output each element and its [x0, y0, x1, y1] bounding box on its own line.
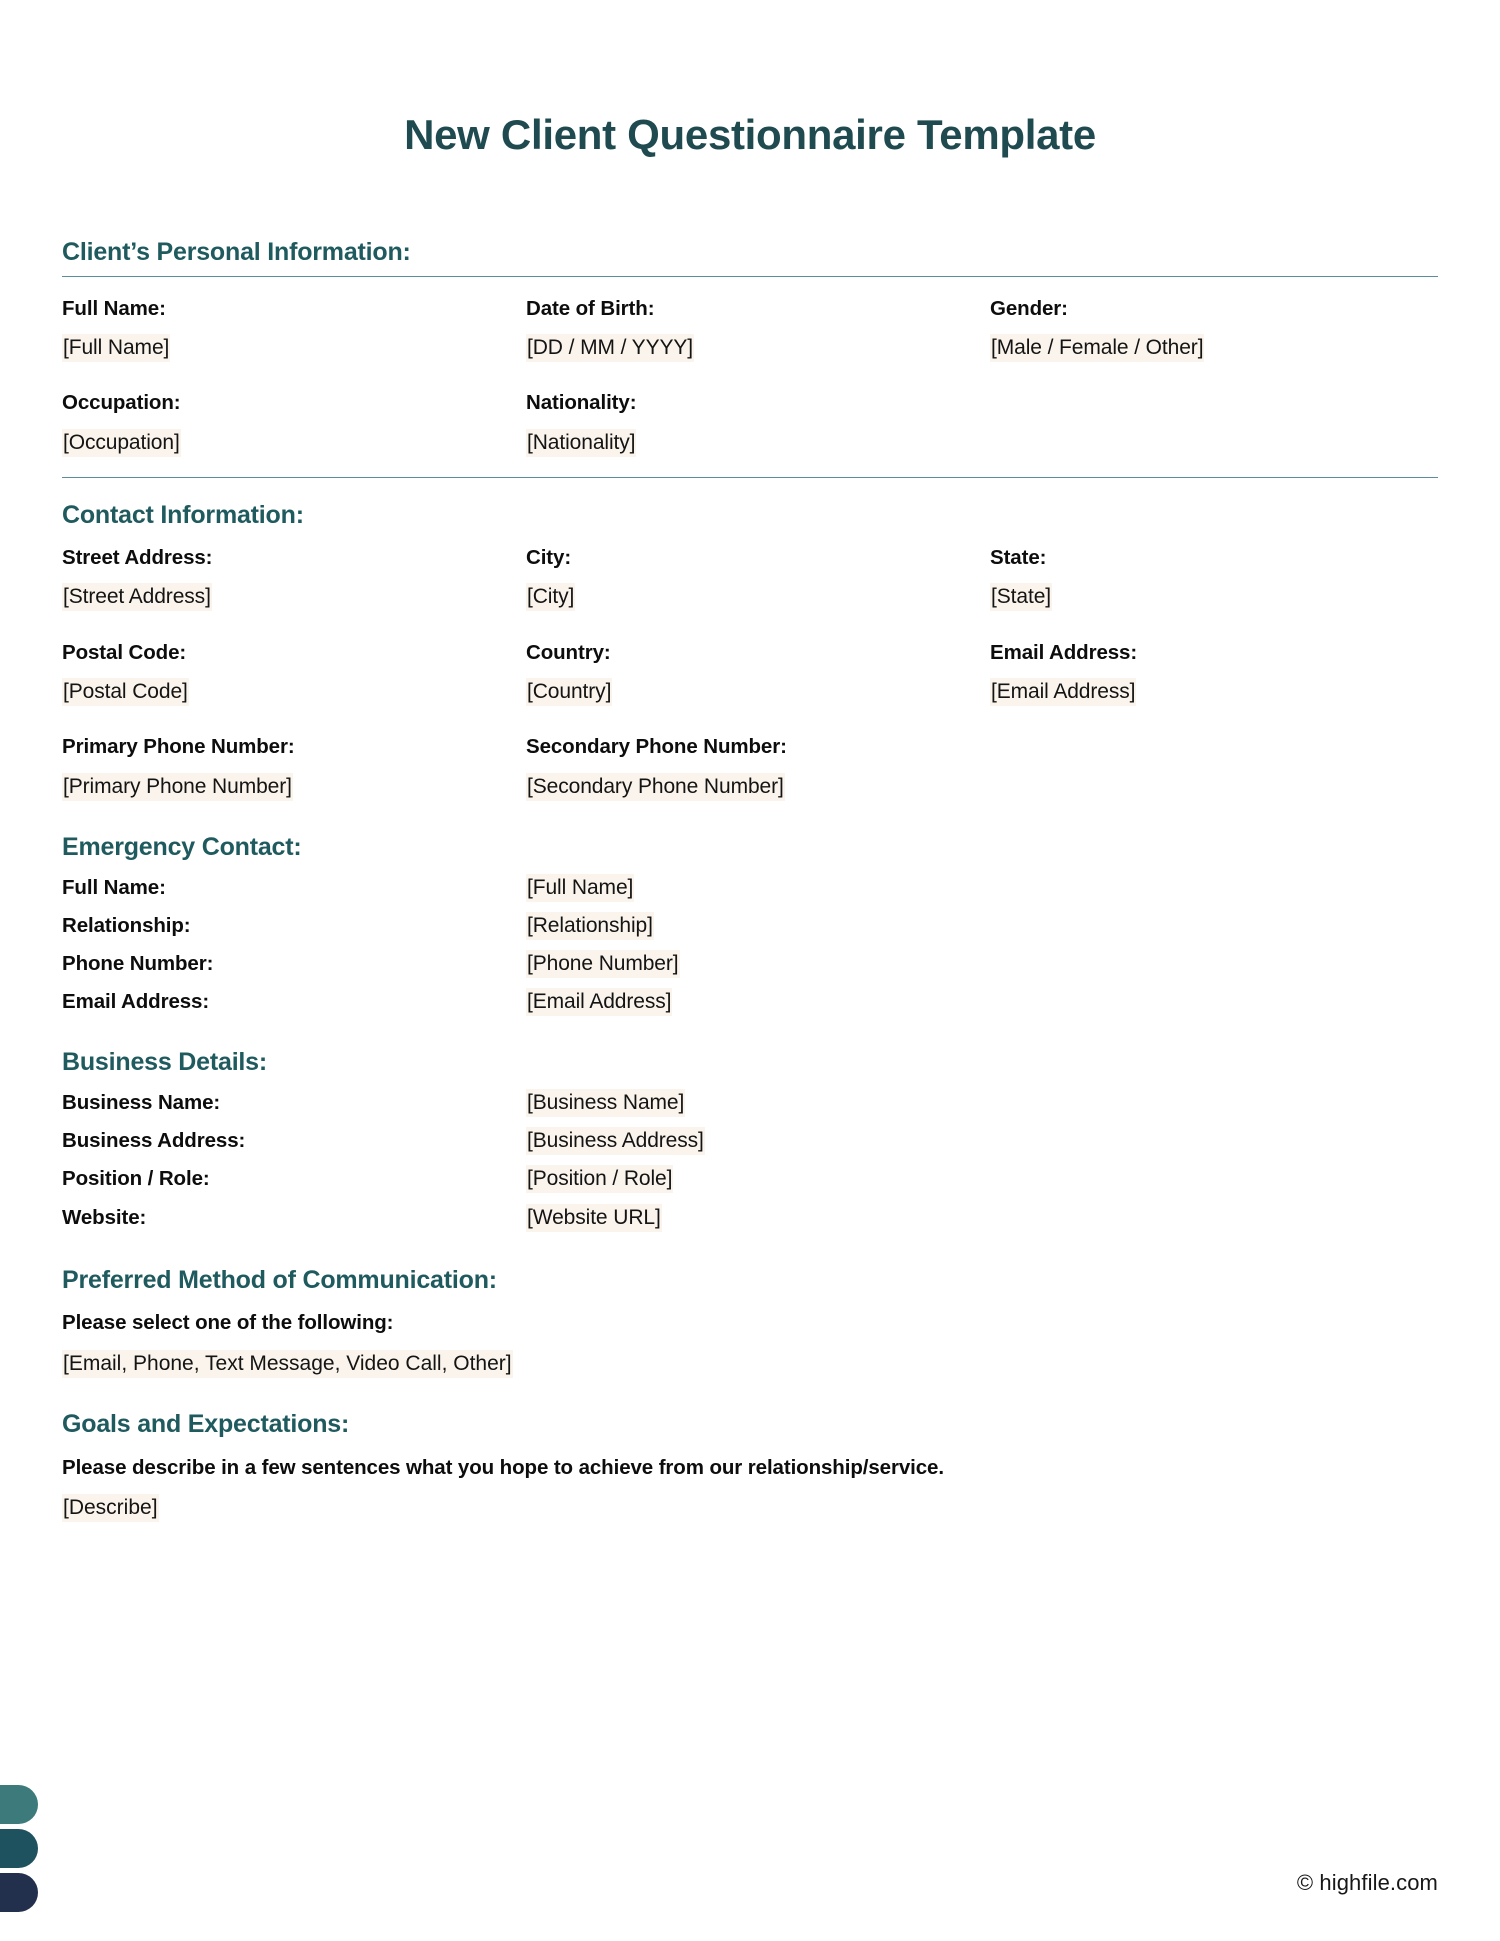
- field-street-address: [62, 546, 526, 610]
- field-value[interactable]: [Male / Female / Other]: [990, 336, 1438, 360]
- field-full-name: [62, 297, 526, 361]
- field-value[interactable]: [Business Name]: [526, 1091, 1438, 1115]
- field-label: Occupation:: [62, 391, 181, 415]
- field-label: Primary Phone Number:: [62, 735, 295, 759]
- contact-row-2: [62, 641, 1438, 705]
- field-spacer: [990, 391, 1438, 455]
- field-value[interactable]: [Country]: [526, 680, 990, 704]
- field-gender: [990, 297, 1438, 361]
- section-heading-goals: Goals and Expectations:: [62, 1410, 350, 1439]
- goals-value[interactable]: [Describe]: [62, 1496, 1438, 1520]
- field-value[interactable]: [Full Name]: [62, 336, 526, 360]
- field-city: [526, 546, 990, 610]
- logo-segment-middle: [0, 1829, 38, 1868]
- field-value[interactable]: [Business Address]: [526, 1129, 1438, 1153]
- contact-row-1: [62, 546, 1438, 610]
- field-value[interactable]: [Secondary Phone Number]: [526, 775, 990, 799]
- field-value[interactable]: [City]: [526, 585, 990, 609]
- field-label: Business Address:: [62, 1129, 246, 1153]
- section-heading-business: Business Details:: [62, 1048, 268, 1077]
- page-title: New Client Questionnaire Template: [404, 111, 1096, 158]
- field-label: State:: [990, 545, 1047, 569]
- logo-segment-top: [0, 1785, 38, 1824]
- field-position-role: [62, 1167, 1438, 1191]
- field-label: Gender:: [990, 296, 1068, 320]
- field-date-of-birth: [526, 297, 990, 361]
- section-goals-expectations: [62, 1410, 1438, 1520]
- field-postal-code: [62, 641, 526, 705]
- logo-segment-bottom: [0, 1873, 38, 1912]
- field-email-address: [990, 641, 1438, 705]
- field-value[interactable]: [Postal Code]: [62, 680, 526, 704]
- field-value[interactable]: [Occupation]: [62, 431, 526, 455]
- section-heading-communication: Preferred Method of Communication:: [62, 1265, 497, 1294]
- field-emergency-relationship: [62, 914, 1438, 938]
- field-value[interactable]: [Full Name]: [526, 876, 1438, 900]
- goals-prompt: Please describe in a few sentences what you hope to achieve from our relationship/service.: [62, 1455, 944, 1479]
- section-contact-information: [62, 501, 1438, 799]
- document-body: [62, 238, 1438, 1521]
- field-label: Full Name:: [62, 296, 166, 320]
- section-business-details: [62, 1048, 1438, 1229]
- communication-prompt: Please select one of the following:: [62, 1311, 394, 1335]
- field-label: Country:: [526, 640, 611, 664]
- field-label: Website:: [62, 1205, 147, 1229]
- section-heading-emergency: Emergency Contact:: [62, 833, 302, 862]
- field-label: Email Address:: [990, 640, 1138, 664]
- field-label: Business Name:: [62, 1091, 221, 1115]
- personal-row-1: [62, 297, 1438, 361]
- field-secondary-phone-number: [526, 735, 990, 799]
- highfile-logo-icon: [0, 1785, 38, 1913]
- field-label: Relationship:: [62, 913, 191, 937]
- field-label: Street Address:: [62, 545, 213, 569]
- communication-value[interactable]: [Email, Phone, Text Message, Video Call, Other]: [62, 1352, 1438, 1376]
- field-primary-phone-number: [62, 735, 526, 799]
- personal-row-2: [62, 391, 1438, 455]
- field-nationality: [526, 391, 990, 455]
- field-emergency-email-address: [62, 990, 1438, 1014]
- section-emergency-contact: [62, 833, 1438, 1014]
- field-value[interactable]: [DD / MM / YYYY]: [526, 336, 990, 360]
- field-business-name: [62, 1091, 1438, 1115]
- field-state: [990, 546, 1438, 610]
- field-business-address: [62, 1129, 1438, 1153]
- field-label: Full Name:: [62, 875, 166, 899]
- field-website: [62, 1206, 1438, 1230]
- field-value[interactable]: [Nationality]: [526, 431, 990, 455]
- field-emergency-phone-number: [62, 952, 1438, 976]
- field-label: Date of Birth:: [526, 296, 655, 320]
- field-value[interactable]: [Email Address]: [526, 990, 1438, 1014]
- field-occupation: [62, 391, 526, 455]
- field-value[interactable]: [Primary Phone Number]: [62, 775, 526, 799]
- copyright-text: © highfile.com: [1296, 1870, 1438, 1895]
- field-country: [526, 641, 990, 705]
- contact-row-3: [62, 735, 1438, 799]
- field-emergency-full-name: [62, 876, 1438, 900]
- field-value[interactable]: [Relationship]: [526, 914, 1438, 938]
- field-label: City:: [526, 545, 572, 569]
- field-label: Secondary Phone Number:: [526, 735, 787, 759]
- field-label: Phone Number:: [62, 952, 214, 976]
- section-preferred-communication: [62, 1266, 1438, 1376]
- field-label: Email Address:: [62, 990, 210, 1014]
- field-value[interactable]: [Email Address]: [990, 680, 1438, 704]
- field-value[interactable]: [Position / Role]: [526, 1167, 1438, 1191]
- section-personal-information: [62, 238, 1438, 478]
- section-heading-contact: Contact Information:: [62, 501, 304, 530]
- field-value[interactable]: [Website URL]: [526, 1206, 1438, 1230]
- field-spacer: [990, 735, 1438, 799]
- field-label: Postal Code:: [62, 640, 187, 664]
- field-value[interactable]: [Street Address]: [62, 585, 526, 609]
- field-label: Position / Role:: [62, 1167, 210, 1191]
- field-value[interactable]: [State]: [990, 585, 1438, 609]
- field-label: Nationality:: [526, 391, 637, 415]
- section-heading-personal: Client’s Personal Information:: [62, 238, 411, 266]
- field-value[interactable]: [Phone Number]: [526, 952, 1438, 976]
